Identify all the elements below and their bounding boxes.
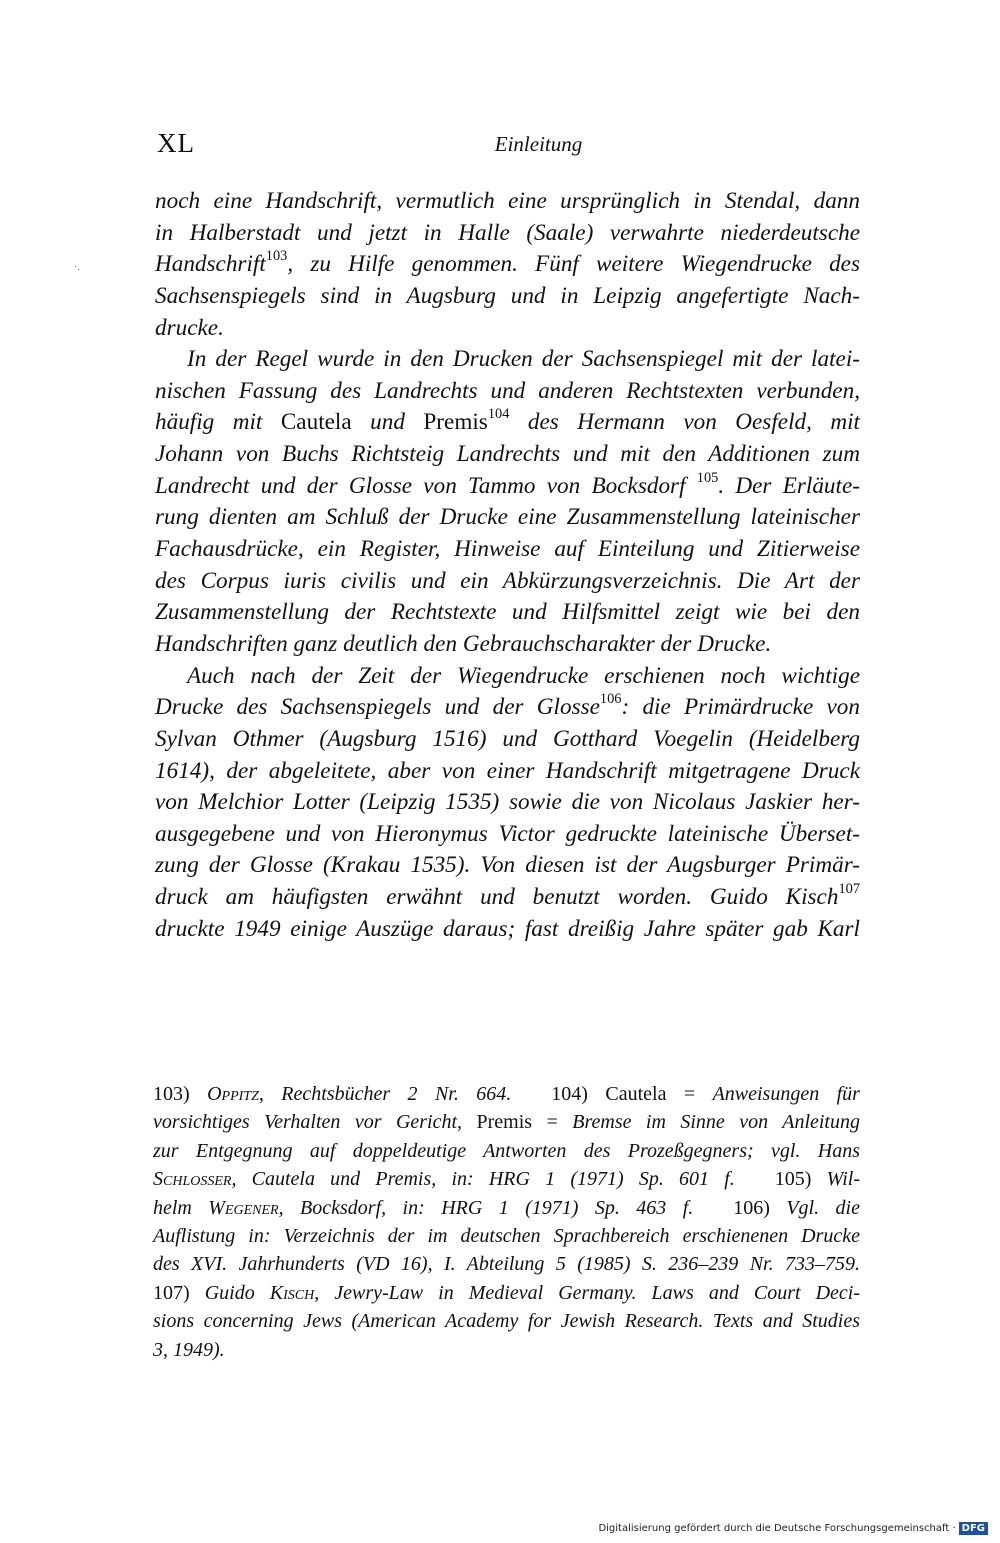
footnote-ref: 104 <box>487 406 510 423</box>
footnotes-line <box>153 1080 860 1108</box>
text-run: rung dienten am Schluß der Drucke eine Zusammenstellung lateinischer <box>155 504 860 531</box>
body-line <box>155 724 860 756</box>
body-line <box>155 376 860 408</box>
text-run: drucke. <box>155 314 224 341</box>
footnotes-line <box>153 1108 860 1136</box>
text-run: Wegener <box>208 1196 279 1219</box>
dfg-logo: DFG <box>959 1522 988 1535</box>
text-run: Oppitz <box>207 1083 259 1105</box>
text-run: zur Entgegnung auf doppeldeutige Antworten des Prozeßgegners; vgl. Hans <box>153 1139 860 1162</box>
body-text <box>155 186 860 945</box>
footnotes-line <box>153 1307 860 1335</box>
body-line <box>155 186 860 218</box>
text-run: Schlosser <box>153 1168 232 1191</box>
footnotes-line <box>153 1137 860 1165</box>
page-header <box>157 128 860 164</box>
text-run: Premis <box>423 409 488 436</box>
text-run: Cautela <box>280 409 352 436</box>
footnotes-line <box>153 1165 860 1193</box>
text-run: Wil- <box>826 1168 860 1191</box>
text-run: Johann von Buchs Richtsteig Landrechts und mit den Additionen zum <box>155 441 860 468</box>
text-run: Vgl. die <box>786 1196 860 1219</box>
text-run: 103) <box>153 1083 208 1105</box>
text-run: 3, 1949). <box>153 1338 225 1361</box>
text-run: 106) <box>733 1196 787 1219</box>
text-run: häufig mit <box>155 409 281 436</box>
text-run: Sylvan Othmer (Augsburg 1516) und Gotthard Voegelin (Heidelberg <box>155 725 860 752</box>
text-run: Zusammenstellung der Rechtstexte und Hilfsmittel zeigt wie bei den <box>155 599 860 626</box>
body-line <box>155 882 860 914</box>
text-run: noch eine Handschrift, vermutlich eine ursprünglich in Stendal, dann <box>155 188 860 214</box>
body-line <box>155 218 860 250</box>
text-run: in Halberstadt und jetzt in Halle (Saale) verwahrte niederdeutsche <box>155 219 860 246</box>
running-title: Einleitung <box>494 132 583 156</box>
text-run: , Rechtsbücher 2 Nr. 664. <box>258 1083 512 1105</box>
text-run: von Melchior Lotter (Leipzig 1535) sowie die von Nicolaus Jaskier her- <box>155 789 860 816</box>
footnote-ref: 106 <box>599 691 622 708</box>
text-run: zung der Glosse (Krakau 1535). Von diesen ist der Augsburger Primär- <box>155 852 860 879</box>
body-line <box>155 313 860 345</box>
body-line <box>155 787 860 819</box>
text-run: . Der Erläute- <box>718 472 860 499</box>
footnote-ref: 105 <box>696 469 719 486</box>
digitization-credit <box>598 1522 988 1535</box>
text-run: Premis = <box>462 1111 573 1134</box>
text-run: Auflistung in: Verzeichnis der im deutschen Sprachbereich erschienenen Drucke <box>153 1224 860 1247</box>
text-run: des XVI. Jahrhunderts (VD 16), I. Abteilung 5 (1985) S. 236–239 Nr. 733–759. <box>153 1253 860 1276</box>
text-run: Kisch <box>269 1281 315 1304</box>
body-line <box>155 281 860 313</box>
margin-mark: ·. <box>74 262 80 273</box>
body-line <box>155 597 860 629</box>
text-run: 107) <box>153 1281 205 1304</box>
text-run: Fachausdrücke, ein Register, Hinweise auf Einteilung und Zitierweise <box>155 536 860 563</box>
text-run: 104) Cautela = <box>551 1083 713 1105</box>
text-run: druck am häufigsten erwähnt und benutzt worden. Guido Kisch <box>155 884 839 911</box>
text-run: , zu Hilfe genommen. Fünf weitere Wiegendrucke des <box>287 251 860 278</box>
text-run: Guido <box>204 1281 270 1304</box>
text-run: Anweisungen für <box>712 1083 860 1105</box>
text-run: vorsichtiges Verhalten vor Gericht, <box>153 1111 463 1134</box>
body-line <box>155 407 860 439</box>
text-run: Sachsenspiegels sind in Augsburg und in Leipzig angefertigte Nach- <box>155 282 860 309</box>
text-run: helm <box>153 1196 209 1219</box>
body-line <box>155 914 860 946</box>
text-run: Handschriften ganz deutlich den Gebrauchscharakter der Drucke. <box>155 630 772 657</box>
text-run: des Hermann von Oesfeld, mit <box>509 409 861 436</box>
text-run: Bremse im Sinne von Anleitung <box>572 1111 860 1134</box>
text-run: nischen Fassung des Landrechts und anderen Rechtstexten verbunden, <box>155 377 860 404</box>
footnotes <box>153 1080 860 1364</box>
text-run: druckte 1949 einige Auszüge daraus; fast dreißig Jahre später gab Karl <box>155 915 860 942</box>
text-run: , Bocksdorf, in: HRG 1 (1971) Sp. 463 f. <box>278 1196 694 1219</box>
credit-text: Digitalisierung gefördert durch die Deutsche Forschungsgemeinschaft · <box>598 1523 956 1534</box>
body-line <box>155 249 860 281</box>
footnote-ref: 107 <box>838 881 860 898</box>
text-run: Auch nach der Zeit der Wiegendrucke erschienen noch wichtige <box>187 662 860 689</box>
text-run: 105) <box>774 1168 827 1191</box>
body-line <box>155 692 860 724</box>
text-run: ausgegebene und von Hieronymus Victor gedruckte lateinische Überset- <box>155 820 860 847</box>
footnotes-line <box>153 1194 860 1222</box>
footnotes-line <box>153 1250 860 1278</box>
text-run: , Jewry-Law in Medieval Germany. Laws and Court Deci- <box>314 1281 861 1304</box>
footnotes-line <box>153 1336 860 1364</box>
body-line <box>155 661 860 693</box>
text-run: Handschrift <box>155 251 266 278</box>
text-run: des Corpus iuris civilis und ein Abkürzungsverzeichnis. Die Art der <box>155 567 860 594</box>
text-run: , Cautela und Premis, in: HRG 1 (1971) Sp. 601 f. <box>231 1168 735 1191</box>
body-line <box>155 566 860 598</box>
body-line <box>155 344 860 376</box>
text-run: 1614), der abgeleitete, aber von einer Handschrift mitgetragene Druck <box>155 757 860 784</box>
text-run: und <box>351 409 424 436</box>
body-line <box>155 850 860 882</box>
body-line <box>155 629 860 661</box>
footnotes-line <box>153 1279 860 1307</box>
text-run: sions concerning Jews (American Academy for Jewish Research. Texts and Studies <box>153 1310 860 1333</box>
page-number: XL <box>157 128 195 158</box>
text-run: Drucke des Sachsenspiegels und der Glosse <box>155 694 600 721</box>
text-run: : die Primärdrucke von <box>621 694 860 721</box>
body-line <box>155 534 860 566</box>
footnotes-line <box>153 1222 860 1250</box>
body-line <box>155 756 860 788</box>
body-line <box>155 439 860 471</box>
text-run: Landrecht und der Glosse von Tammo von Bocksdorf <box>155 472 697 499</box>
body-line <box>155 819 860 851</box>
body-line <box>155 471 860 503</box>
footnote-ref: 103 <box>265 248 288 265</box>
text-run: In der Regel wurde in den Drucken der Sachsenspiegel mit der latei- <box>187 346 860 373</box>
body-line <box>155 502 860 534</box>
